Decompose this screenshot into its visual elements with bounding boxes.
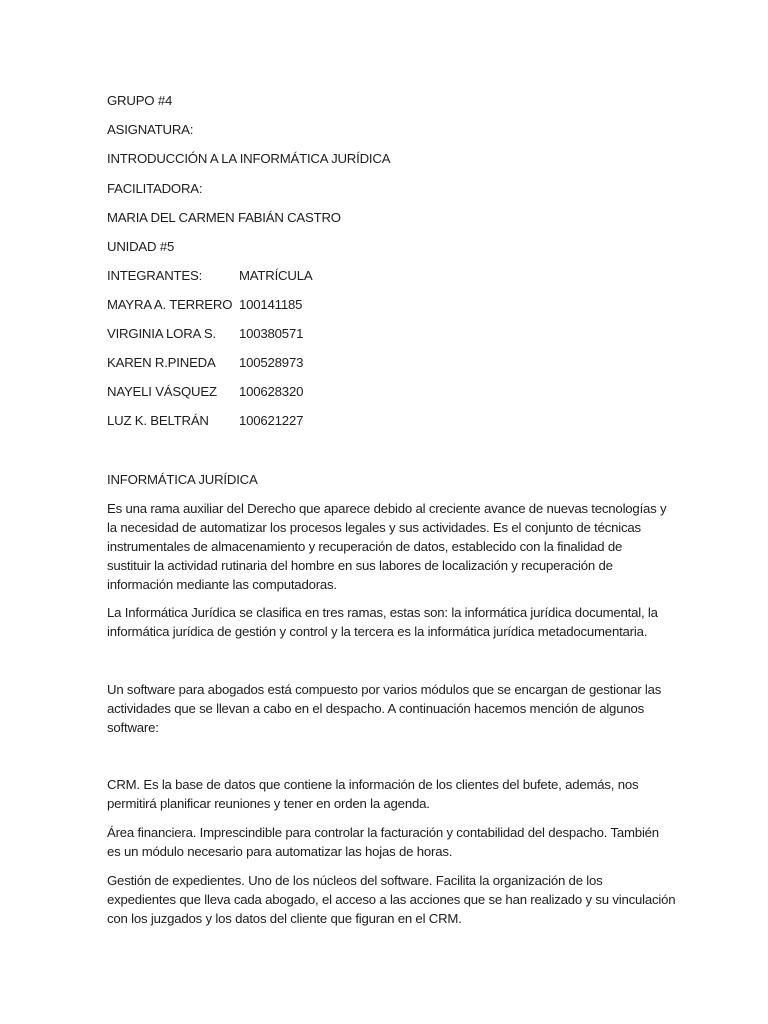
paragraph-line: software: xyxy=(107,720,159,735)
paragraph-case-management xyxy=(107,871,676,928)
group-number: GRUPO #4 xyxy=(107,93,173,108)
paragraph-software-intro xyxy=(107,680,667,737)
paragraph-branches xyxy=(107,603,667,641)
paragraph-finance xyxy=(107,823,667,861)
paragraph-crm xyxy=(107,775,667,813)
paragraph-line: expedientes que lleva cada abogado, el acceso a las acciones que se han realizado y su vinculación xyxy=(107,892,676,907)
unit-number: UNIDAD #5 xyxy=(107,239,175,254)
members-header-name: INTEGRANTES: xyxy=(107,268,203,283)
member-name: NAYELI VÁSQUEZ xyxy=(107,384,217,399)
subject-label: ASIGNATURA: xyxy=(107,122,194,137)
member-id: 100628320 xyxy=(239,384,304,399)
paragraph-line: información mediante las computadoras. xyxy=(107,577,337,592)
subject-value: INTRODUCCIÓN A LA INFORMÁTICA JURÍDICA xyxy=(107,151,391,166)
paragraph-line: sustituir la actividad rutinaria del hombre en sus labores de localización y recuperación de xyxy=(107,558,613,573)
member-id: 100528973 xyxy=(239,355,304,370)
paragraph-definition xyxy=(107,499,667,594)
member-id: 100380571 xyxy=(239,326,304,341)
paragraph-line: Es una rama auxiliar del Derecho que aparece debido al creciente avance de nuevas tecnologías y xyxy=(107,501,667,516)
paragraph-line: informática jurídica de gestión y control y la tercera es la informática jurídica metadocumentaria. xyxy=(107,624,648,639)
paragraph-line: La Informática Jurídica se clasifica en tres ramas, estas son: la informática jurídica documental, la xyxy=(107,605,658,620)
section-title: INFORMÁTICA JURÍDICA xyxy=(107,472,258,487)
paragraph-line: la necesidad de automatizar los procesos legales y sus actividades. Es el conjunto de técnicas xyxy=(107,520,641,535)
paragraph-line: instrumentales de almacenamiento y recuperación de datos, establecido con la finalidad de xyxy=(107,539,623,554)
paragraph-line: es un módulo necesario para automatizar las hojas de horas. xyxy=(107,844,453,859)
member-name: MAYRA A. TERRERO xyxy=(107,297,233,312)
member-name: VIRGINIA LORA S. xyxy=(107,326,216,341)
member-name: KAREN R.PINEDA xyxy=(107,355,216,370)
members-header-id: MATRÍCULA xyxy=(239,268,313,283)
facilitator-label: FACILITADORA: xyxy=(107,181,203,196)
paragraph-line: Área financiera. Imprescindible para controlar la facturación y contabilidad del despacho. También xyxy=(107,825,659,840)
paragraph-line: con los juzgados y los datos del cliente que figuran en el CRM. xyxy=(107,911,462,926)
paragraph-line: Gestión de expedientes. Uno de los núcleos del software. Facilita la organización de los xyxy=(107,873,603,888)
paragraph-line: actividades que se llevan a cabo en el despacho. A continuación hacemos mención de algunos xyxy=(107,701,644,716)
paragraph-line: Un software para abogados está compuesto por varios módulos que se encargan de gestionar las xyxy=(107,682,662,697)
member-id: 100141185 xyxy=(239,297,303,312)
paragraph-line: permitirá planificar reuniones y tener en orden la agenda. xyxy=(107,796,430,811)
member-name: LUZ K. BELTRÁN xyxy=(107,413,209,428)
facilitator-name: MARIA DEL CARMEN FABIÁN CASTRO xyxy=(107,210,341,225)
paragraph-line: CRM. Es la base de datos que contiene la información de los clientes del bufete, además, nos xyxy=(107,777,639,792)
member-id: 100621227 xyxy=(239,413,304,428)
